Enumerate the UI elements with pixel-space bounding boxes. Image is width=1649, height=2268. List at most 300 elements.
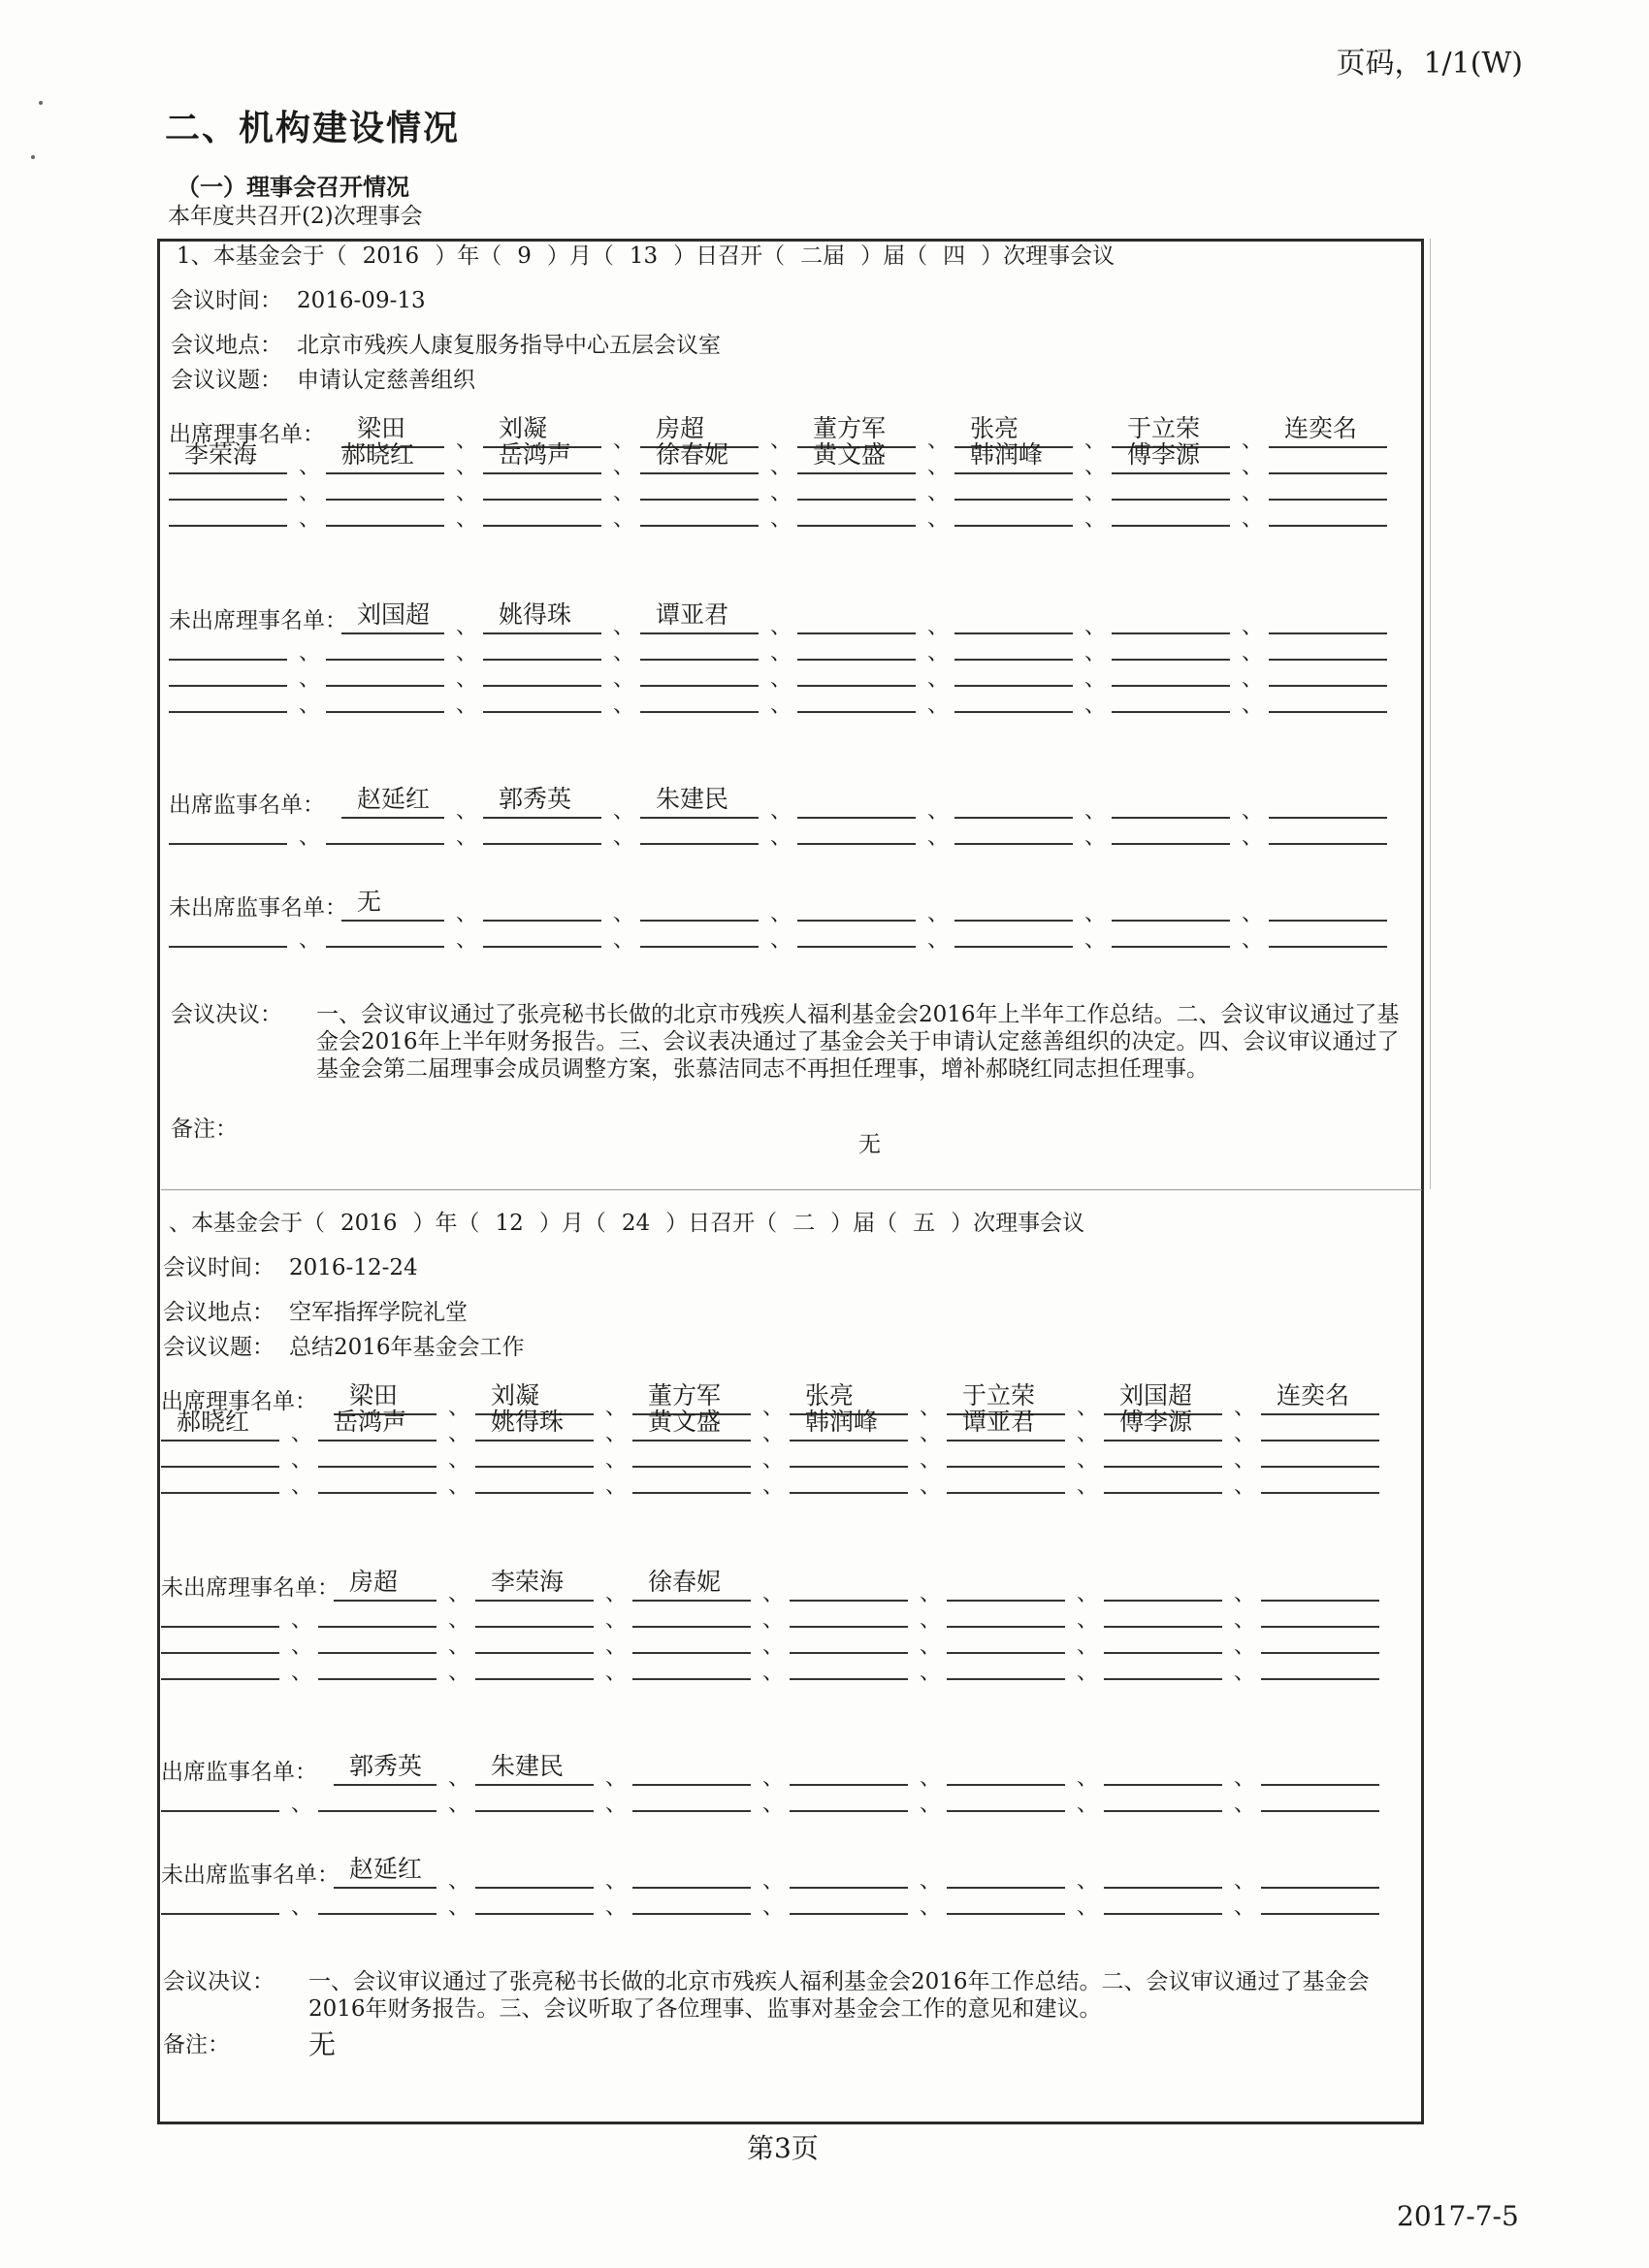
meeting-day: 13	[629, 243, 659, 269]
attend-directors-blank	[790, 1463, 908, 1494]
attend-directors-name: 于立荣	[962, 1381, 1036, 1409]
list-separator: 、	[1242, 429, 1264, 453]
attend-directors-name: 傅李源	[1119, 1408, 1193, 1436]
heading-year-text: ）年（	[435, 243, 502, 269]
list-separator: 、	[1077, 1869, 1099, 1894]
list-separator: 、	[448, 1793, 470, 1817]
attend-directors-name: 刘国超	[1119, 1381, 1193, 1409]
absent-supervisors-blank	[640, 917, 759, 948]
list-separator: 、	[770, 928, 792, 953]
attend-supervisors-label: 出席监事名单：	[161, 1760, 317, 1785]
absent-directors-blank	[169, 682, 287, 713]
attend-supervisors-blank	[954, 814, 1073, 845]
list-separator: 、	[1077, 1895, 1099, 1920]
list-separator: 、	[456, 481, 478, 505]
list-separator: 、	[920, 1766, 942, 1791]
list-separator: 、	[770, 694, 792, 718]
list-separator: 、	[927, 799, 950, 824]
list-separator: 、	[762, 1793, 785, 1817]
list-separator: 、	[762, 1396, 785, 1420]
list-separator: 、	[613, 455, 635, 479]
meeting-divider	[161, 1189, 1422, 1190]
list-separator: 、	[448, 1396, 470, 1420]
list-separator: 、	[770, 641, 792, 665]
attend-directors-name: 张亮	[805, 1381, 855, 1409]
absent-directors-blank	[790, 1649, 908, 1680]
absent-directors-name: 李荣海	[491, 1568, 565, 1596]
attend-supervisors-name: 朱建民	[491, 1752, 565, 1780]
meeting-topic-label: 会议议题：	[163, 1335, 275, 1360]
meeting-number: 五	[913, 1211, 936, 1236]
absent-directors-blank	[947, 1649, 1065, 1680]
absent-supervisors-blank	[483, 917, 601, 948]
absent-directors-blank	[1261, 1649, 1379, 1680]
list-separator: 、	[1234, 1869, 1256, 1894]
heading-end-text: ）次理事会议	[981, 243, 1116, 269]
meeting-month: 12	[495, 1211, 524, 1236]
page-code: 页码，1/1(W)	[1336, 47, 1523, 81]
attend-directors-name: 张亮	[970, 414, 1019, 442]
sub-title: （一）理事会召开情况	[177, 173, 409, 201]
list-separator: 、	[1242, 902, 1264, 926]
meeting-time: 2016-12-24	[289, 1255, 418, 1280]
list-separator: 、	[1234, 1582, 1256, 1606]
attend-directors-name: 岳鸿声	[334, 1408, 407, 1436]
absent-directors-blank	[1104, 1649, 1222, 1680]
meeting-place-label: 会议地点：	[163, 1300, 275, 1325]
absent-supervisors-blank	[475, 1884, 594, 1915]
list-separator: 、	[605, 1793, 628, 1817]
attend-directors-name: 于立荣	[1127, 414, 1201, 442]
attend-directors-name: 刘凝	[491, 1381, 540, 1409]
resolution-label: 会议决议：	[171, 1002, 282, 1027]
list-separator: 、	[762, 1869, 785, 1894]
list-separator: 、	[1084, 902, 1107, 926]
list-separator: 、	[1242, 799, 1264, 824]
meeting-day: 24	[621, 1211, 651, 1236]
list-separator: 、	[448, 1608, 470, 1633]
attend-directors-blank	[326, 496, 444, 527]
attend-directors-blank	[483, 496, 601, 527]
list-separator: 、	[1077, 1635, 1099, 1659]
list-separator: 、	[1084, 429, 1107, 453]
list-separator: 、	[1234, 1608, 1256, 1633]
list-separator: 、	[927, 455, 950, 479]
list-separator: 、	[299, 507, 321, 532]
absent-supervisors-blank	[169, 917, 287, 948]
print-date: 2017-7-5	[1397, 2200, 1519, 2232]
attend-directors-blank	[1112, 496, 1230, 527]
attend-directors-name: 连奕名	[1284, 414, 1358, 442]
list-separator: 、	[448, 1895, 470, 1920]
list-separator: 、	[920, 1396, 942, 1420]
list-separator: 、	[920, 1895, 942, 1920]
list-separator: 、	[456, 928, 478, 953]
list-separator: 、	[1077, 1582, 1099, 1606]
attend-supervisors-name: 郭秀英	[499, 785, 572, 813]
meeting-topic: 总结2016年基金会工作	[289, 1335, 525, 1360]
attend-directors-blank	[954, 496, 1073, 527]
absent-supervisors-blank	[947, 1884, 1065, 1915]
attend-directors-name: 董方军	[813, 414, 887, 442]
list-separator: 、	[448, 1582, 470, 1606]
absent-directors-blank	[954, 682, 1073, 713]
attend-directors-name: 谭亚君	[962, 1408, 1036, 1436]
list-separator: 、	[448, 1869, 470, 1894]
list-separator: 、	[762, 1661, 785, 1685]
list-separator: 、	[456, 799, 478, 824]
list-separator: 、	[762, 1766, 785, 1791]
list-separator: 、	[456, 641, 478, 665]
list-separator: 、	[770, 455, 792, 479]
list-separator: 、	[613, 429, 635, 453]
absent-supervisors-blank	[790, 1884, 908, 1915]
meeting-topic: 申请认定慈善组织	[297, 368, 475, 393]
attend-supervisors-name: 郭秀英	[349, 1752, 423, 1780]
list-separator: 、	[448, 1635, 470, 1659]
attend-directors-name: 徐春妮	[656, 440, 729, 469]
list-separator: 、	[605, 1448, 628, 1473]
list-separator: 、	[920, 1422, 942, 1446]
attend-directors-name: 董方军	[648, 1381, 722, 1409]
section-title: 二、机构建设情况	[165, 108, 461, 148]
absent-supervisors-blank	[954, 917, 1073, 948]
meeting-year: 2016	[340, 1211, 398, 1236]
list-separator: 、	[605, 1895, 628, 1920]
meeting-place-label: 会议地点：	[171, 333, 282, 358]
list-separator: 、	[291, 1422, 313, 1446]
list-separator: 、	[920, 1869, 942, 1894]
attend-supervisors-blank	[483, 814, 601, 845]
absent-directors-blank	[326, 682, 444, 713]
attend-supervisors-blank	[326, 814, 444, 845]
list-separator: 、	[1234, 1422, 1256, 1446]
list-separator: 、	[605, 1635, 628, 1659]
attend-directors-blank	[1104, 1463, 1222, 1494]
absent-supervisors-label: 未出席监事名单：	[169, 895, 347, 921]
attend-directors-name: 韩润峰	[970, 440, 1044, 469]
absent-supervisors-blank	[161, 1884, 279, 1915]
attend-directors-blank	[318, 1463, 436, 1494]
list-separator: 、	[1234, 1396, 1256, 1420]
list-separator: 、	[613, 826, 635, 850]
absent-directors-name: 徐春妮	[648, 1568, 722, 1596]
list-separator: 、	[605, 1608, 628, 1633]
list-separator: 、	[770, 481, 792, 505]
list-separator: 、	[920, 1448, 942, 1473]
list-separator: 、	[762, 1422, 785, 1446]
list-separator: 、	[762, 1448, 785, 1473]
list-separator: 、	[770, 902, 792, 926]
attend-directors-name: 刘凝	[499, 414, 548, 442]
list-separator: 、	[920, 1608, 942, 1633]
attend-directors-blank	[947, 1463, 1065, 1494]
list-separator: 、	[448, 1661, 470, 1685]
remark-value: 无	[858, 1132, 881, 1157]
absent-supervisors-blank	[318, 1884, 436, 1915]
list-separator: 、	[920, 1635, 942, 1659]
meeting-place: 北京市残疾人康复服务指导中心五层会议室	[297, 333, 721, 358]
list-separator: 、	[456, 615, 478, 639]
list-separator: 、	[1242, 615, 1264, 639]
list-separator: 、	[762, 1608, 785, 1633]
meeting-count-summary: 本年度共召开(2)次理事会	[168, 204, 423, 229]
attend-directors-blank	[632, 1463, 751, 1494]
list-separator: 、	[299, 826, 321, 850]
list-separator: 、	[613, 667, 635, 692]
absent-supervisors-blank	[1112, 917, 1230, 948]
meeting-session: 二	[792, 1211, 816, 1236]
list-separator: 、	[927, 507, 950, 532]
absent-directors-blank	[797, 682, 916, 713]
list-separator: 、	[770, 507, 792, 532]
attend-supervisors-blank	[475, 1781, 594, 1812]
list-separator: 、	[448, 1448, 470, 1473]
list-separator: 、	[1242, 641, 1264, 665]
list-separator: 、	[299, 694, 321, 718]
attend-directors-name: 郝晓红	[177, 1408, 250, 1436]
list-separator: 、	[613, 928, 635, 953]
list-separator: 、	[613, 799, 635, 824]
list-separator: 、	[456, 667, 478, 692]
meeting-heading	[169, 243, 1122, 270]
list-separator: 、	[1234, 1448, 1256, 1473]
heading-day-text: ）日召开（	[673, 243, 786, 269]
list-separator: 、	[1234, 1635, 1256, 1659]
list-separator: 、	[299, 928, 321, 953]
resolution-text: 一、会议审议通过了张亮秘书长做的北京市残疾人福利基金会2016年工作总结。二、会议审议通过了基金会2016年财务报告。三、会议听取了各位理事、监事对基金会工作的意见和建议。	[308, 1969, 1370, 2022]
meeting-year: 2016	[362, 243, 420, 269]
list-separator: 、	[927, 641, 950, 665]
list-separator: 、	[1242, 455, 1264, 479]
list-separator: 、	[613, 507, 635, 532]
list-separator: 、	[1234, 1793, 1256, 1817]
attend-supervisors-blank	[947, 1781, 1065, 1812]
heading-session-text: ）届（	[830, 1211, 898, 1236]
absent-supervisors-blank	[1261, 1884, 1379, 1915]
list-separator: 、	[605, 1474, 628, 1499]
absent-supervisors-blank	[1269, 917, 1387, 948]
list-separator: 、	[1084, 615, 1107, 639]
list-separator: 、	[770, 667, 792, 692]
list-separator: 、	[605, 1661, 628, 1685]
absent-supervisors-blank	[326, 917, 444, 948]
list-separator: 、	[927, 902, 950, 926]
absent-directors-blank	[1112, 682, 1230, 713]
list-separator: 、	[1234, 1895, 1256, 1920]
list-separator: 、	[291, 1635, 313, 1659]
attend-directors-name: 姚得珠	[491, 1408, 565, 1436]
heading-year-text: ）年（	[412, 1211, 480, 1236]
list-separator: 、	[1077, 1396, 1099, 1420]
heading-prefix: 、本基金会于（	[169, 1211, 325, 1236]
list-separator: 、	[927, 667, 950, 692]
list-separator: 、	[448, 1474, 470, 1499]
list-separator: 、	[613, 641, 635, 665]
absent-directors-blank	[632, 1649, 751, 1680]
absent-supervisors-blank	[797, 917, 916, 948]
meeting-session: 二届	[800, 243, 846, 269]
list-separator: 、	[613, 694, 635, 718]
list-separator: 、	[1234, 1474, 1256, 1499]
attend-supervisors-label: 出席监事名单：	[169, 793, 325, 818]
list-separator: 、	[605, 1869, 628, 1894]
absent-directors-blank	[640, 682, 759, 713]
attend-directors-blank	[1261, 1463, 1379, 1494]
list-separator: 、	[770, 799, 792, 824]
absent-directors-blank	[1269, 682, 1387, 713]
meeting-topic-label: 会议议题：	[171, 368, 282, 393]
list-separator: 、	[456, 826, 478, 850]
list-separator: 、	[1242, 667, 1264, 692]
attend-supervisors-blank	[161, 1781, 279, 1812]
absent-supervisors-blank	[632, 1884, 751, 1915]
attend-supervisors-blank	[640, 814, 759, 845]
list-separator: 、	[613, 615, 635, 639]
absent-supervisors-name: 赵延红	[349, 1855, 423, 1883]
frame-side-line	[1430, 239, 1431, 1189]
meeting-month: 9	[517, 243, 532, 269]
attend-directors-name: 岳鸿声	[499, 440, 572, 469]
attend-directors-blank	[169, 496, 287, 527]
absent-directors-blank	[475, 1649, 594, 1680]
list-separator: 、	[927, 481, 950, 505]
absent-directors-label: 未出席理事名单：	[169, 608, 347, 633]
list-separator: 、	[1242, 694, 1264, 718]
attend-supervisors-name: 朱建民	[656, 785, 729, 813]
list-separator: 、	[299, 481, 321, 505]
list-separator: 、	[1077, 1422, 1099, 1446]
list-separator: 、	[456, 902, 478, 926]
list-separator: 、	[927, 826, 950, 850]
list-separator: 、	[1084, 481, 1107, 505]
list-separator: 、	[927, 928, 950, 953]
attend-supervisors-blank	[1104, 1781, 1222, 1812]
list-separator: 、	[762, 1635, 785, 1659]
attend-directors-blank	[161, 1463, 279, 1494]
list-separator: 、	[1077, 1661, 1099, 1685]
list-separator: 、	[1077, 1448, 1099, 1473]
list-separator: 、	[605, 1582, 628, 1606]
heading-month-text: ）月（	[538, 1211, 606, 1236]
list-separator: 、	[291, 1474, 313, 1499]
attend-directors-name: 郝晓红	[341, 440, 415, 469]
list-separator: 、	[613, 481, 635, 505]
heading-month-text: ）月（	[546, 243, 614, 269]
absent-supervisors-name: 无	[357, 888, 382, 916]
heading-prefix: 1、本基金会于（	[177, 243, 347, 269]
scan-speck	[39, 101, 43, 105]
list-separator: 、	[1084, 928, 1107, 953]
list-separator: 、	[762, 1895, 785, 1920]
list-separator: 、	[456, 507, 478, 532]
absent-directors-name: 谭亚君	[656, 600, 729, 629]
attend-supervisors-blank	[790, 1781, 908, 1812]
heading-session-text: ）届（	[860, 243, 928, 269]
meeting-place: 空军指挥学院礼堂	[289, 1300, 468, 1325]
list-separator: 、	[1077, 1608, 1099, 1633]
list-separator: 、	[770, 429, 792, 453]
list-separator: 、	[920, 1661, 942, 1685]
list-separator: 、	[927, 694, 950, 718]
attend-supervisors-blank	[1112, 814, 1230, 845]
list-separator: 、	[1077, 1793, 1099, 1817]
list-separator: 、	[1234, 1661, 1256, 1685]
list-separator: 、	[920, 1474, 942, 1499]
list-separator: 、	[291, 1661, 313, 1685]
attend-directors-label: 出席理事名单：	[161, 1389, 317, 1414]
attend-directors-name: 房超	[656, 414, 705, 442]
list-separator: 、	[920, 1793, 942, 1817]
meeting-time-label: 会议时间：	[171, 288, 282, 313]
absent-directors-name: 刘国超	[357, 600, 431, 629]
absent-directors-name: 房超	[349, 1568, 399, 1596]
absent-directors-blank	[483, 682, 601, 713]
list-separator: 、	[456, 694, 478, 718]
remark-label: 备注：	[171, 1117, 238, 1142]
attend-directors-blank	[475, 1463, 594, 1494]
list-separator: 、	[448, 1422, 470, 1446]
attend-supervisors-blank	[318, 1781, 436, 1812]
list-separator: 、	[920, 1582, 942, 1606]
list-separator: 、	[1242, 481, 1264, 505]
attend-directors-blank	[797, 496, 916, 527]
remark-value: 无	[308, 2028, 337, 2060]
list-separator: 、	[1242, 507, 1264, 532]
attend-supervisors-blank	[632, 1781, 751, 1812]
list-separator: 、	[1084, 694, 1107, 718]
list-separator: 、	[1084, 667, 1107, 692]
list-separator: 、	[291, 1448, 313, 1473]
meeting-heading	[161, 1210, 1092, 1237]
absent-supervisors-blank	[1104, 1884, 1222, 1915]
attend-directors-name: 连奕名	[1277, 1381, 1350, 1409]
attend-directors-name: 黄文盛	[813, 440, 887, 469]
list-separator: 、	[448, 1766, 470, 1791]
list-separator: 、	[605, 1422, 628, 1446]
attend-supervisors-blank	[797, 814, 916, 845]
list-separator: 、	[1242, 826, 1264, 850]
attend-directors-name: 梁田	[349, 1381, 399, 1409]
list-separator: 、	[1084, 799, 1107, 824]
attend-supervisors-blank	[169, 814, 287, 845]
absent-directors-label: 未出席理事名单：	[161, 1575, 340, 1601]
list-separator: 、	[927, 615, 950, 639]
list-separator: 、	[1234, 1766, 1256, 1791]
list-separator: 、	[291, 1895, 313, 1920]
attend-directors-blank	[640, 496, 759, 527]
heading-day-text: ）日召开（	[665, 1211, 778, 1236]
absent-supervisors-label: 未出席监事名单：	[161, 1863, 340, 1888]
absent-directors-blank	[161, 1649, 279, 1680]
list-separator: 、	[1084, 455, 1107, 479]
attend-directors-name: 韩润峰	[805, 1408, 879, 1436]
meeting-time: 2016-09-13	[297, 288, 426, 313]
list-separator: 、	[291, 1793, 313, 1817]
list-separator: 、	[605, 1396, 628, 1420]
attend-supervisors-name: 赵延红	[357, 785, 431, 813]
attend-directors-label: 出席理事名单：	[169, 422, 325, 447]
attend-supervisors-blank	[1261, 1781, 1379, 1812]
list-separator: 、	[1084, 641, 1107, 665]
list-separator: 、	[291, 1608, 313, 1633]
list-separator: 、	[927, 429, 950, 453]
list-separator: 、	[1084, 826, 1107, 850]
meeting-time-label: 会议时间：	[163, 1255, 275, 1280]
list-separator: 、	[299, 641, 321, 665]
list-separator: 、	[770, 615, 792, 639]
list-separator: 、	[456, 455, 478, 479]
